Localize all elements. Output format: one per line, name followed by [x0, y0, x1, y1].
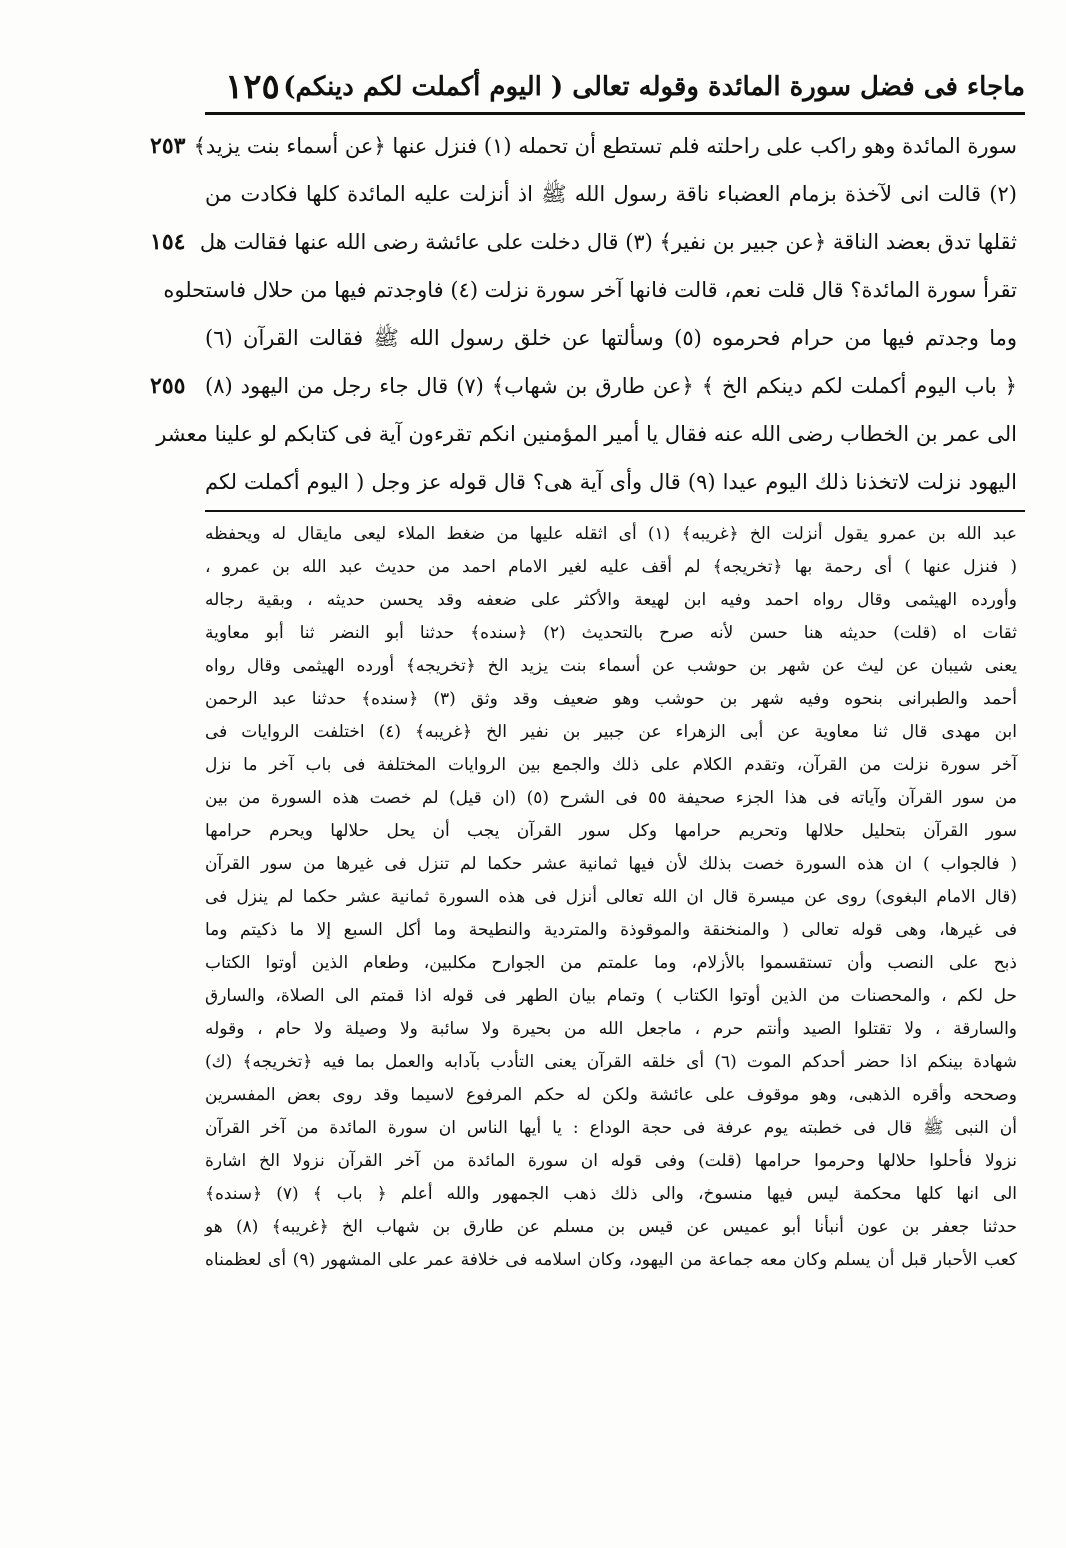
commentary-line: أن النبى ﷺ قال فى خطبته يوم عرفة فى حجة الوداع : يا أيها الناس ان سورة المائدة من آخر القرآن: [205, 1118, 1017, 1138]
text-line: سورة المائدة وهو راكب على راحلته فلم تستطع أن تحمله (١) فنزل عنها ﴿عن أسماء بنت يزيد﴾: [193, 134, 1017, 158]
text-line: اليهود نزلت لاتخذنا ذلك اليوم عيدا (٩) قال وأى آية هى؟ قال قوله عز وجل ( اليوم أكملت لكم: [205, 470, 1017, 494]
text-line: تقرأ سورة المائدة؟ قال قلت نعم، قالت فانها آخر سورة نزلت (٤) فاوجدتم فيها من حلال فاستحلوه: [163, 278, 1017, 302]
hadith-number: ٢٥٥: [150, 373, 186, 399]
text-line: الى عمر بن الخطاب رضى الله عنه فقال يا أمير المؤمنين انكم تقرءون آية فى كتابكم لو علينا معشر: [156, 422, 1017, 446]
commentary-rule: [205, 510, 1025, 512]
chapter-title: ماجاء فى فضل سورة المائدة وقوله تعالى ( اليوم أكملت لكم دينكم): [283, 72, 1025, 102]
commentary-line: ( فنزل عنها ) أى رحمة بها ﴿تخريجه﴾ لم أقف عليه لغير الامام احمد من حديث عبد الله بن عمرو ،: [205, 557, 1017, 577]
commentary-line: نزولا فأحلوا حلالها وحرموا حرامها (قلت) وفى قوله ان سورة المائدة من آخر القرآن نزولا الخ اشارة: [205, 1151, 1017, 1171]
commentary-line: أحمد والطبرانى بنحوه وفيه شهر بن حوشب وهو ضعيف وقد وثق (٣) ﴿سنده﴾ حدثنا عبد الرحمن: [205, 689, 1017, 709]
commentary-line: شهادة بينكم اذا حضر أحدكم الموت (٦) أى خلقه القرآن يعنى التأدب بآدابه والعمل بما فيه ﴿تخريجه﴾ (ك): [205, 1052, 1017, 1072]
commentary-line: (قال الامام البغوى) روى عن ميسرة قال ان الله تعالى أنزل فى هذه السورة ثمانية عشر حكما لم ينزل فى: [205, 887, 1017, 907]
hadith-number: ٢٥٣: [150, 133, 186, 159]
page-number: ١٢٥: [225, 67, 280, 107]
commentary-line: ( فالجواب ) ان هذه السورة خصت بذلك لأن فيها ثمانية عشر حكما لم تنزل فى غيرها من سور القرآن: [205, 854, 1017, 874]
commentary-line: ثقات اه (قلت) حديثه هنا حسن لأنه صرح بالتحديث (٢) ﴿سنده﴾ حدثنا أبو النضر ثنا أبو معاوية: [205, 623, 1017, 643]
commentary-line: فى غيرها، وهى قوله تعالى ( والمنخنقة والموقوذة والمتردية والنطيحة وما أكل السبع إلا ما ذكيتم وما: [205, 920, 1017, 940]
commentary-line: كعب الأحبار قبل أن يسلم وكان معه جماعة من اليهود، وكان اسلامه فى خلافة عمر على المشهور (٩) أى لعظمناه: [205, 1250, 1017, 1270]
commentary-line: والسارقة ، ولا تقتلوا الصيد وأنتم حرم ، ماجعل الله من بحيرة ولا سائبة ولا وصيلة ولا حام ، وقوله: [205, 1019, 1017, 1039]
commentary-line: سور القرآن بتحليل حلالها وتحريم حرامها وكل سور القرآن يجب أن يحل حلالها ويحرم حرامها: [205, 821, 1017, 841]
commentary-text: [205, 518, 1017, 1277]
commentary-line: الى انها كلها محكمة ليس فيها منسوخ، والى ذلك ذهب الجمهور والله أعلم ﴿ باب ﴾ (٧) ﴿سنده﴾: [205, 1184, 1017, 1204]
commentary-line: آخر سورة نزلت من القرآن، وتقدم الكلام على ذلك والجمع بين الروايات المختلفة فى باب آخر ما نزل: [205, 755, 1017, 775]
page-header: [225, 62, 1025, 112]
header-rule: [205, 112, 1025, 115]
commentary-line: يعنى شيبان عن ليث عن شهر بن حوشب عن أسماء بنت يزيد الخ ﴿تخريجه﴾ أورده الهيثمى وقال رواه: [205, 656, 1017, 676]
hadith-number: ١٥٤: [150, 229, 186, 255]
commentary-line: ابن مهدى قال ثنا معاوية عن أبى الزهراء عن جبير بن نفير الخ ﴿غريبه﴾ (٤) اختلفت الروايات فى: [205, 722, 1018, 742]
commentary-line: عبد الله بن عمرو يقول أنزلت الخ ﴿غريبه﴾ (١) أى اثقله عليها من ضغط الملاء ليعى مايقال له ويحفظه: [205, 524, 1018, 544]
commentary-line: وصححه وأقره الذهبى، وهو موقوف على عائشة ولكن له حكم المرفوع لاسيما وقد روى بعض المفسرين: [205, 1085, 1017, 1105]
text-line: (٢) قالت انى لآخذة بزمام العضباء ناقة رسول الله ﷺ اذ أنزلت عليه المائدة كلها فكادت من: [205, 182, 1017, 206]
commentary-line: حل لكم ، والمحصنات من الذين أوتوا الكتاب ) وتمام بيان الطهر فى قوله اذا قمتم الى الصلاة، والسارق: [205, 986, 1017, 1006]
text-line: ثقلها تدق بعضد الناقة ﴿عن جبير بن نفير﴾ (٣) قال دخلت على عائشة رضى الله عنها فقالت هل: [199, 230, 1017, 254]
text-line: ﴿ باب اليوم أكملت لكم دينكم الخ ﴾ ﴿عن طارق بن شهاب﴾ (٧) قال جاء رجل من اليهود (٨): [205, 374, 1017, 398]
commentary-line: وأورده الهيثمى وقال رواه احمد وفيه ابن لهيعة والأكثر على ضعفه وقد يحسن حديثه ، وبقية رجاله: [205, 590, 1017, 610]
commentary-line: من سور القرآن وآياته فى هذا الجزء صحيفة ٥٥ فى الشرح (٥) (ان قيل) لم خصت هذه السورة من بين: [205, 788, 1018, 808]
commentary-line: ذبح على النصب وأن تستقسموا بالأزلام، وما علمتم من الجوارح مكلبين، وطعام الذين أوتوا الكتاب: [205, 953, 1017, 973]
commentary-line: حدثنا جعفر بن عون أنبأنا أبو عميس عن قيس بن مسلم عن طارق بن شهاب الخ ﴿غريبه﴾ (٨) هو: [205, 1217, 1017, 1237]
text-line: وما وجدتم فيها من حرام فحرموه (٥) وسألتها عن خلق رسول الله ﷺ فقالت القرآن (٦): [205, 326, 1018, 350]
